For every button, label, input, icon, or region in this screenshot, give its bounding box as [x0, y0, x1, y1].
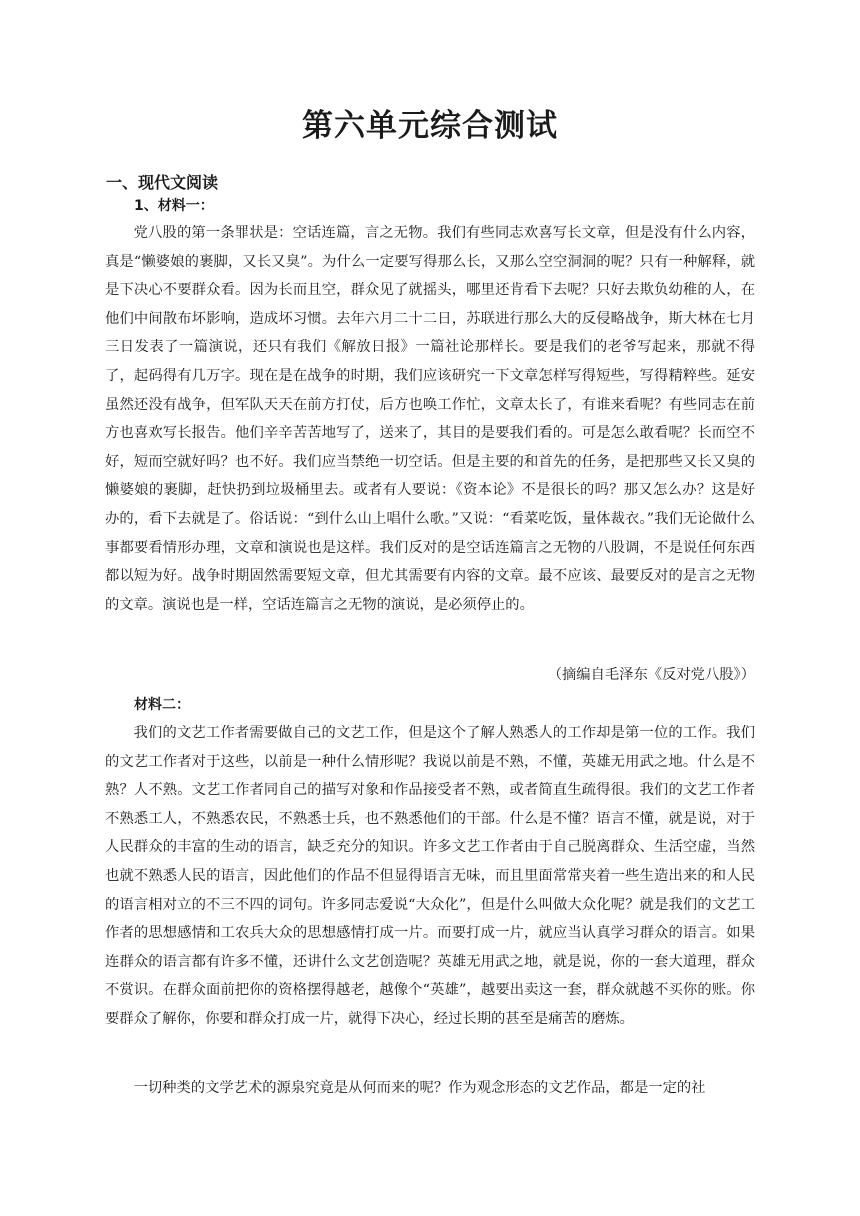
material-1-paragraph: 党八股的第一条罪状是：空话连篇，言之无物。我们有些同志欢喜写长文章，但是没有什么内容，真是“懒婆娘的裹脚，又长又臭”。为什么一定要写得那么长，又那么空空洞洞的呢？只有一种解释，就是下决心不要群众看。因为长而且空，群众见了就摇头，哪里还肯看下去呢？只好去欺负幼稚的人，在他们中间散布坏影响，造成坏习惯。去年六月二十二日，苏联进行那么大的反侵略战争，斯大林在七月三日发表了一篇演说，还只有我们《解放日报》一篇社论那样长。要是我们的老爷写起来，那就不得了，起码得有几万字。现在是在战争的时期，我们应该研究一下文章怎样写得短些，写得精粹些。延安虽然还没有战争，但军队天天在前方打仗，后方也唤工作忙，文章太长了，有谁来看呢？有些同志在前方也喜欢写长报告。他们辛辛苦苦地写了，送来了，其目的是要我们看的。可是怎么敢看呢？长而空不好，短而空就好吗？也不好。我们应当禁绝一切空话。但是主要的和首先的任务，是把那些又长又臭的懒婆娘的裹脚，赶快扔到垃圾桶里去。或者有人要说：《资本论》不是很长的吗？那又怎么办？这是好办的，看下去就是了。俗话说：“到什么山上唱什么歌。”又说：“看菜吃饭，量体裁衣。”我们无论做什么事都要看情形办理，文章和演说也是这样。我们反对的是空话连篇言之无物的八股调，不是说任何东西都以短为好。战争时期固然需要短文章，但尤其需要有内容的文章。最不应该、最要反对的是言之无物的文章。演说也是一样，空话连篇言之无物的演说，是必须停止的。 [105, 225, 755, 613]
material-2-paragraph: 我们的文艺工作者需要做自己的文艺工作，但是这个了解人熟悉人的工作却是第一位的工作。我们的文艺工作者对于这些，以前是一种什么情形呢？我说以前是不熟，不懂，英雄无用武之地。什么是不熟？人不熟。文艺工作者同自己的描写对象和作品接受者不熟，或者简直生疏得很。我们的文艺工作者不熟悉工人，不熟悉农民，不熟悉士兵，也不熟悉他们的干部。什么是不懂？语言不懂，就是说，对于人民群众的丰富的生动的语言，缺乏充分的知识。许多文艺工作者由于自己脱离群众、生活空虚，当然也就不熟悉人民的语言，因此他们的作品不但显得语言无味，而且里面常常夹着一些生造出来的和人民的语言相对立的不三不四的词句。许多同志爱说“大众化”，但是什么叫做大众化呢？就是我们的文艺工作者的思想感情和工农兵大众的思想感情打成一片。而要打成一片，就应当认真学习群众的语言。如果连群众的语言都有许多不懂，还讲什么文艺创造呢？英雄无用武之地，就是说，你的一套大道理，群众不赏识。在群众面前把你的资格摆得越老，越像个“英雄”，越要出卖这一套，群众就越不买你的账。你要群众了解你，你要和群众打成一片，就得下决心，经过长期的甚至是痛苦的磨炼。 [105, 725, 755, 1027]
question-heading: 1、材料一： [134, 198, 214, 214]
document-title: 第六单元综合测试 [302, 108, 558, 144]
section-heading: 一、现代文阅读 [106, 173, 219, 192]
material-2-paragraph-continued: 一切种类的文学艺术的源泉究竟是从何而来的呢？作为观念形态的文艺作品，都是一定的社 [133, 1080, 706, 1096]
material-2-label: 材料二： [134, 697, 190, 713]
citation-material-1: （摘编自毛泽东《反对党八股》） [547, 667, 755, 683]
